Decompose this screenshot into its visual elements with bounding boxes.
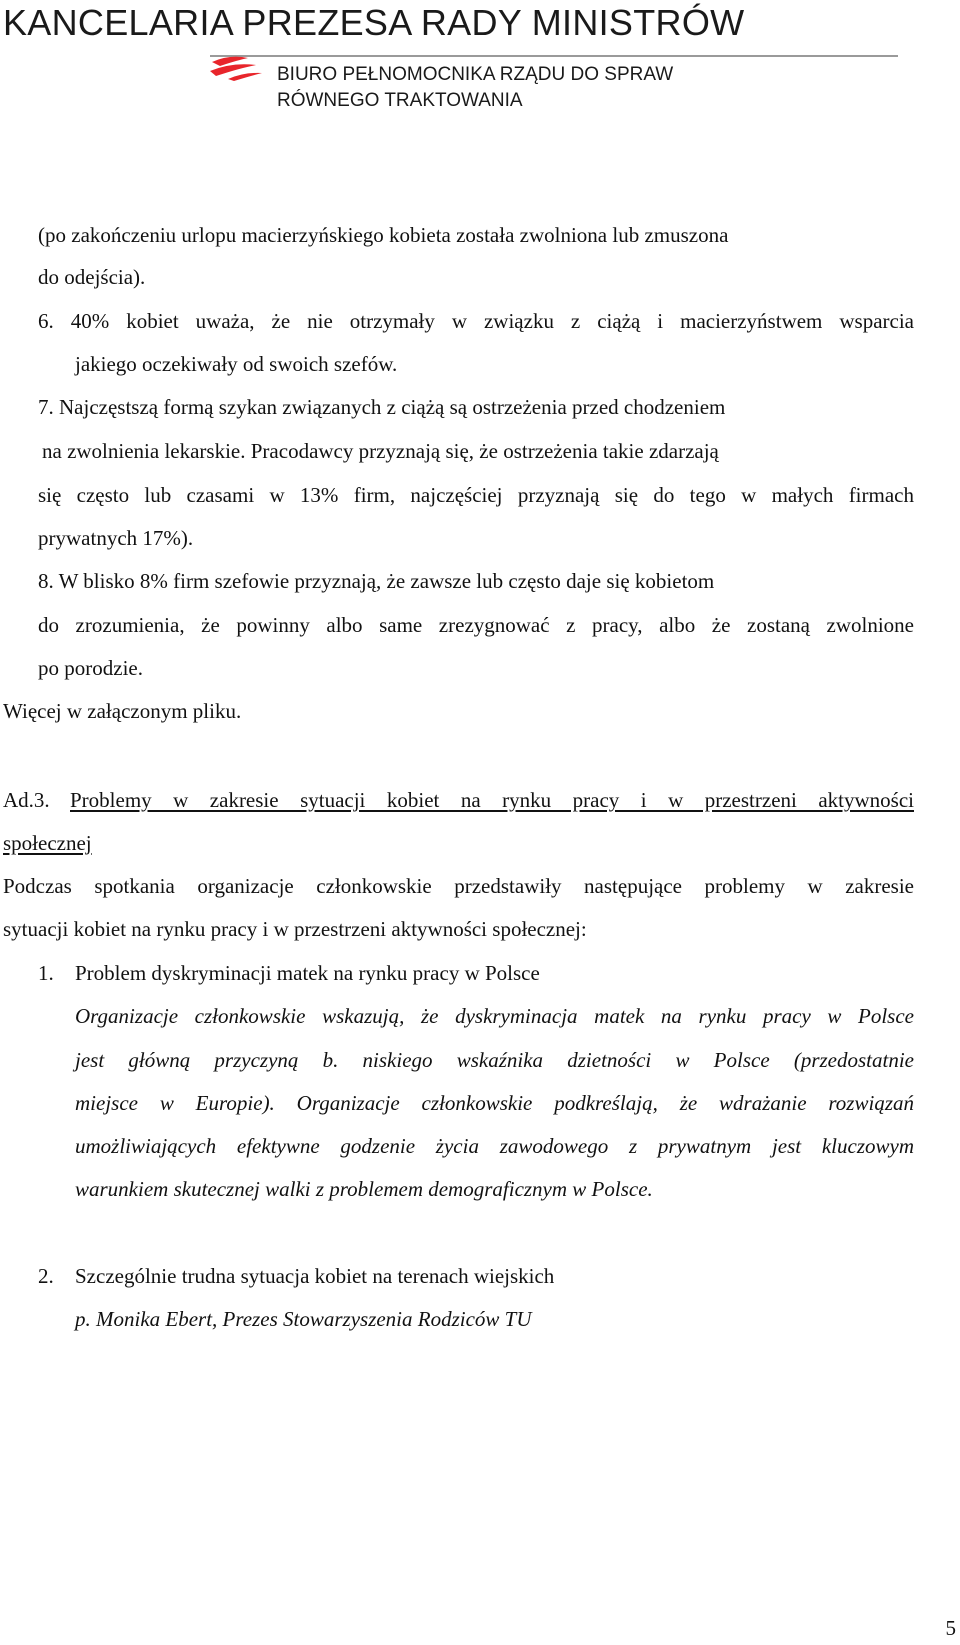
list-item-7: 7. Najczęstszą formą szykan związanych z ciążą są ostrzeżenia przed chodzeniem [38, 395, 726, 419]
list-item-6: 6. 40% kobiet uważa, że nie otrzymały w związku z ciążą i macierzyństwem wsparcia [38, 309, 914, 333]
text-line: na zwolnienia lekarskie. Pracodawcy przyznają się, że ostrzeżenia takie zdarzają [42, 439, 719, 463]
list-item-author: p. Monika Ebert, Prezes Stowarzyszenia Rodziców TU [75, 1307, 532, 1331]
list-item-8: 8. W blisko 8% firm szefowie przyznają, że zawsze lub często daje się kobietom [38, 569, 715, 593]
text-line: do odejścia). [38, 265, 146, 289]
list-item-text: miejsce w Europie). Organizacje członkowskie podkreślają, że wdrażanie rozwiązań [75, 1091, 914, 1115]
text-line: jakiego oczekiwały od swoich szefów. [75, 352, 398, 376]
text-line: do zrozumienia, że powinny albo same zrezygnować z pracy, albo że zostaną zwolnione [38, 613, 914, 637]
text-line: Więcej w załączonym pliku. [3, 699, 242, 723]
flag-logo-icon [208, 52, 268, 82]
header-subtitle-line-1: BIURO PEŁNOMOCNIKA RZĄDU DO SPRAW [277, 64, 674, 85]
section-label: Ad.3. [3, 788, 50, 812]
paragraph-line: Podczas spotkania organizacje członkowskie przedstawiły następujące problemy w zakresie [3, 874, 914, 898]
header-subtitle [277, 62, 673, 114]
text-line: prywatnych 17%). [38, 526, 194, 550]
list-item-text: Organizacje członkowskie wskazują, że dyskryminacja matek na rynku pracy w Polsce [75, 1004, 914, 1028]
text-line: po porodzie. [38, 656, 143, 680]
paragraph-line: sytuacji kobiet na rynku pracy i w przestrzeni aktywności społecznej: [3, 917, 587, 941]
list-item-text: warunkiem skutecznej walki z problemem demograficznym w Polsce. [75, 1177, 653, 1201]
header-divider [210, 55, 898, 57]
page-number: 5 [945, 1616, 956, 1640]
list-item-title: Problem dyskryminacji matek na rynku pracy w Polsce [75, 961, 540, 985]
header-subtitle-line-2: RÓWNEGO TRAKTOWANIA [277, 90, 523, 111]
list-number: 1. [38, 961, 54, 985]
section-heading: Problemy w zakresie sytuacji kobiet na rynku pracy i w przestrzeni aktywności [70, 788, 914, 812]
list-number: 2. [38, 1264, 54, 1288]
header-title: KANCELARIA PREZESA RADY MINISTRÓW [3, 2, 745, 43]
text-line: (po zakończeniu urlopu macierzyńskiego kobieta została zwolniona lub zmuszona [38, 223, 729, 247]
section-heading-cont: społecznej [3, 831, 92, 855]
list-item-text: umożliwiających efektywne godzenie życia zawodowego z prywatnym jest kluczowym [75, 1134, 914, 1158]
list-item-text: jest główną przyczyną b. niskiego wskaźnika dzietności w Polsce (przedostatnie [75, 1048, 914, 1072]
list-item-title: Szczególnie trudna sytuacja kobiet na terenach wiejskich [75, 1264, 555, 1288]
text-line: się często lub czasami w 13% firm, najczęściej przyznają się do tego w małych firmach [38, 483, 914, 507]
